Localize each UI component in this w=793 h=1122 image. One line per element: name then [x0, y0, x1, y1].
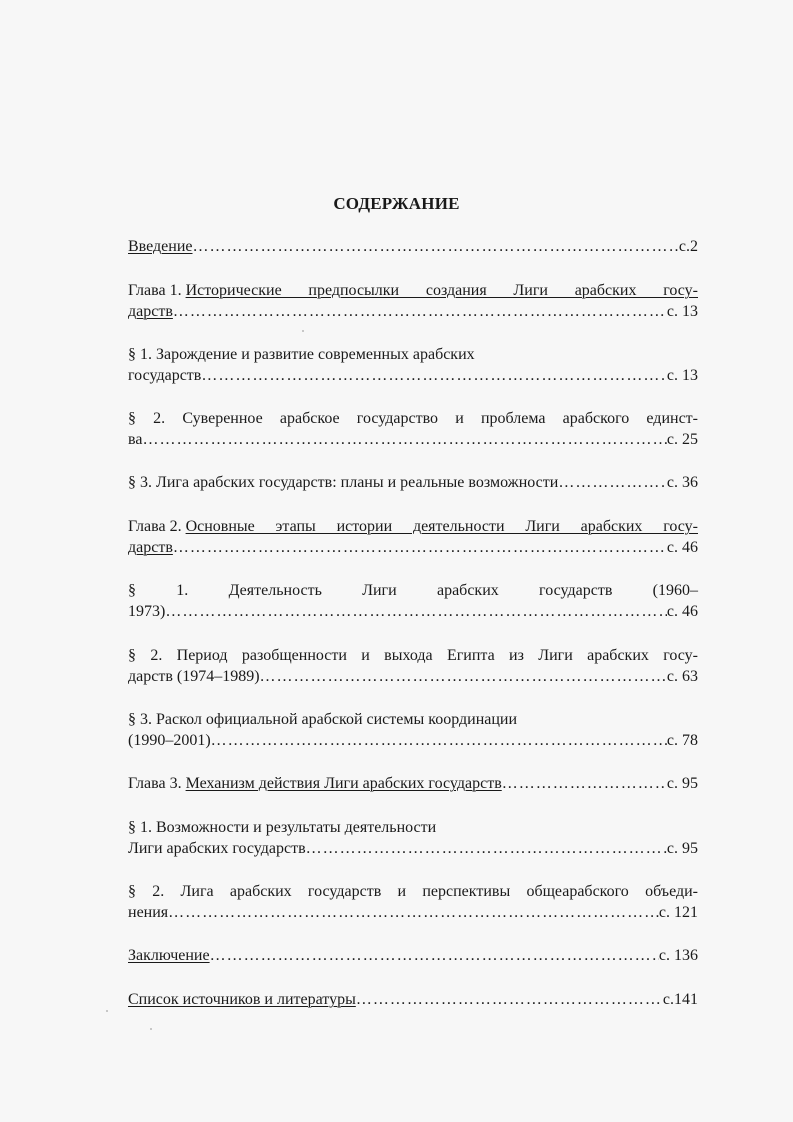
toc-entry-label[interactable]: § 2. Лига арабских государств и перспективы общеарабского объеди- — [128, 883, 698, 900]
toc-entry-section-1-3[interactable] — [128, 472, 698, 493]
toc-entry-label[interactable]: Механизм действия Лиги арабских государств — [185, 775, 502, 792]
toc-entry-section-3-2[interactable] — [128, 881, 698, 923]
toc-entry-label[interactable]: § 1. Зарождение и развитие современных арабских — [128, 346, 475, 363]
word: 1. — [176, 582, 189, 599]
leader-dots — [142, 429, 666, 450]
toc-entry-chapter-3[interactable] — [128, 773, 698, 794]
toc-entry-label[interactable]: § 3. Раскол официальной арабской системы координации — [128, 711, 518, 728]
leader-dots — [193, 236, 679, 257]
leader-dots — [260, 666, 667, 687]
toc-page-number: с. 95 — [666, 775, 698, 792]
leader-dots — [165, 601, 667, 622]
toc-page-number: с. 46 — [666, 603, 698, 620]
toc-entry-section-1-2[interactable] — [128, 408, 698, 450]
toc-page-number: с. 25 — [666, 431, 698, 448]
toc-entry-label[interactable]: § 1. Возможности и результаты деятельности — [128, 819, 437, 836]
toc-entry-label-cont[interactable]: ва — [128, 431, 143, 448]
leader-dots — [173, 537, 667, 558]
leader-dots — [502, 773, 667, 794]
toc-page-number: с.2 — [678, 238, 698, 255]
toc-entry-section-1-1[interactable] — [128, 344, 698, 386]
chapter-prefix: Глава 1. — [128, 282, 186, 299]
scan-speck — [106, 1010, 108, 1012]
chapter-prefix: Глава 3. — [128, 775, 186, 792]
word: (1960– — [652, 582, 698, 599]
toc-entry-label-cont[interactable]: Лиги арабских государств — [128, 840, 306, 857]
toc-entry-label-cont[interactable]: дарств — [128, 303, 173, 320]
toc-page-number: с. 95 — [666, 840, 698, 857]
toc-entry-introduction[interactable] — [128, 236, 698, 257]
toc-page-number: с. 46 — [666, 539, 698, 556]
toc-entry-label-cont[interactable]: дарств (1974–1989) — [128, 668, 260, 685]
word: арабских — [436, 582, 499, 599]
toc-entry-bibliography[interactable] — [128, 989, 698, 1010]
toc-entry-label[interactable]: § 3. Лига арабских государств: планы и реальные возможности — [128, 474, 559, 491]
leader-dots — [173, 301, 667, 322]
toc-entry-label-cont[interactable]: 1973) — [128, 603, 166, 620]
toc-entry-section-2-1[interactable] — [128, 580, 698, 622]
toc-entry-label-cont[interactable]: государств — [128, 367, 202, 384]
word: Лиги — [362, 582, 397, 599]
scan-speck — [302, 330, 304, 332]
leader-dots — [210, 945, 659, 966]
word: государств — [539, 582, 613, 599]
toc-entry-label-cont[interactable]: (1990–2001) — [128, 732, 211, 749]
leader-dots — [558, 472, 667, 493]
toc-entry-section-2-2[interactable] — [128, 645, 698, 687]
toc-page-number: с. 36 — [666, 474, 698, 491]
toc-entry-label[interactable]: Введение — [128, 238, 193, 255]
word: § — [128, 582, 136, 599]
toc-entry-section-2-3[interactable] — [128, 709, 698, 751]
toc-page-number: с. 121 — [658, 904, 698, 921]
justified-word-line — [128, 580, 698, 601]
toc-entry-chapter-1[interactable] — [128, 280, 698, 322]
toc-entry-section-3-1[interactable] — [128, 817, 698, 859]
chapter-prefix: Глава 2. — [128, 518, 186, 535]
toc-entry-chapter-2[interactable] — [128, 516, 698, 558]
toc-entry-label[interactable]: Исторические предпосылки создания Лиги арабских госу- — [185, 282, 698, 299]
toc-page-number: с. 13 — [666, 367, 698, 384]
toc-entry-label[interactable]: § 2. Период разобщенности и выхода Египта из Лиги арабских госу- — [128, 647, 698, 664]
toc-entry-label[interactable]: Основные этапы истории деятельности Лиги арабских госу- — [185, 518, 698, 535]
scan-speck — [150, 1028, 152, 1030]
leader-dots — [356, 989, 663, 1010]
toc-page-number: с.141 — [662, 991, 698, 1008]
leader-dots — [168, 902, 659, 923]
toc-page-number: с. 13 — [666, 303, 698, 320]
toc-page-number: с. 78 — [666, 732, 698, 749]
toc-entry-label[interactable]: § 2. Суверенное арабское государство и проблема арабского единст- — [128, 410, 698, 427]
toc-entry-conclusion[interactable] — [128, 945, 698, 966]
toc-page-number: с. 136 — [658, 947, 698, 964]
toc-page-number: с. 63 — [666, 668, 698, 685]
toc-entry-label-cont[interactable]: дарств — [128, 539, 173, 556]
toc-entry-label-cont[interactable]: нения — [128, 904, 169, 921]
leader-dots — [211, 730, 667, 751]
toc-entry-label[interactable]: Список источников и литературы — [128, 991, 356, 1008]
leader-dots — [201, 365, 667, 386]
leader-dots — [306, 838, 667, 859]
word: Деятельность — [228, 582, 322, 599]
page-title: СОДЕРЖАНИЕ — [333, 194, 460, 213]
toc-entry-label[interactable]: Заключение — [128, 947, 210, 964]
